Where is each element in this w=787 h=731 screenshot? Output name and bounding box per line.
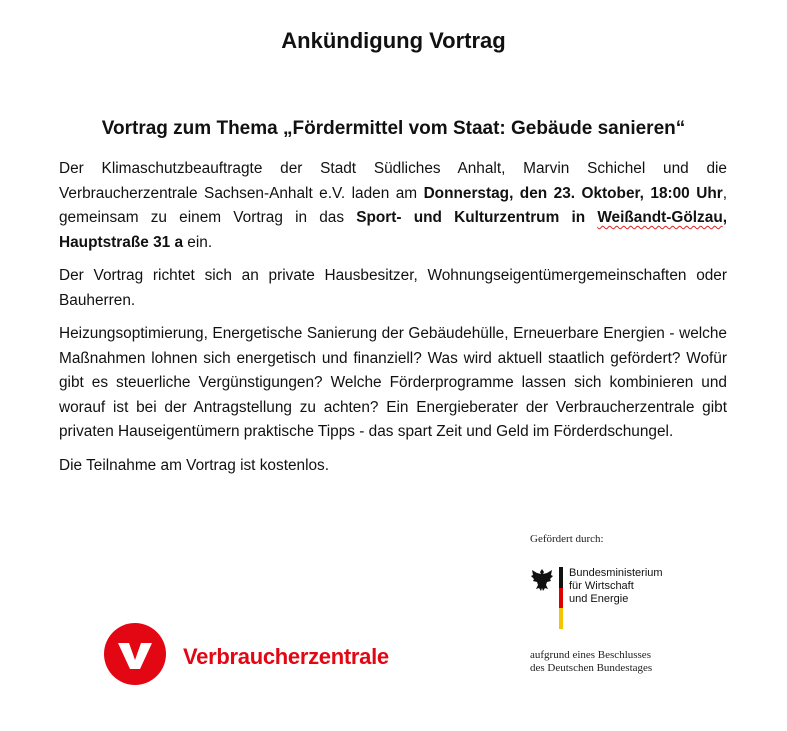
invitation-text: Der Klimaschutzbeauftragte der Stadt Südliches Anhalt, Marvin Schichel und die Verbraucherzentrale Sachsen-Anhalt e.V. laden am [59,160,727,202]
spellcheck-word: Weißandt-Gölzau [597,209,723,226]
venue-name: Sport- und Kulturzentrum in Weißandt-Gölzau, Hauptstraße 31 a [59,209,727,251]
bundestag-resolution: aufgrund eines Beschlusses des Deutschen Bundestages [530,649,653,674]
document-subtitle: Vortrag zum Thema „Fördermittel vom Staat: Gebäude sanieren“ [101,118,686,139]
paragraph-cost: Die Teilnahme am Vortrag ist kostenlos. [59,456,330,474]
paragraph-topics: Heizungsoptimierung, Energetische Sanierung der Gebäudehülle, Erneuerbare Energien - welche Maßnahmen lohnen sich energetisch und finanziell? Was wird aktuell staatlich gefördert? Wofür gibt es steuerliche Vergünstigungen? Welche Förderprogramme lassen sich kombinieren und worauf ist bei der Antragstellung zu achten? Ein Energieberater der Verbraucherzentrale gibt privaten Hauseigentümern praktische Tipps - das spart Zeit und Geld im Förderdschungel. [59,325,727,440]
paragraph-audience: Der Vortrag richtet sich an private Hausbesitzer, Wohnungseigentümergemeinschaften oder Bauherren. [59,267,727,309]
verbraucherzentrale-v-icon [104,623,166,685]
ministry-logo [530,567,720,631]
funding-label: Gefördert durch: [530,533,604,545]
paragraph-invitation [59,157,727,255]
event-date: Donnerstag, den 23. Oktober, 18:00 Uhr [423,184,723,202]
invitation-text-2: , gemeinsam zu einem Vortrag in das [59,184,727,226]
german-flag-bar [559,567,563,629]
invitation-text-3: ein. [183,233,213,251]
verbraucherzentrale-wordmark: Verbraucherzentrale [183,644,389,669]
federal-eagle-icon [530,567,554,593]
venue-address: Hauptstraße 31 a [59,233,184,251]
document-title: Ankündigung Vortrag [281,28,506,53]
funding-notice [530,533,720,674]
ministry-name: Bundesministerium für Wirtschaft und Energie [569,567,663,605]
document-body [59,157,727,487]
